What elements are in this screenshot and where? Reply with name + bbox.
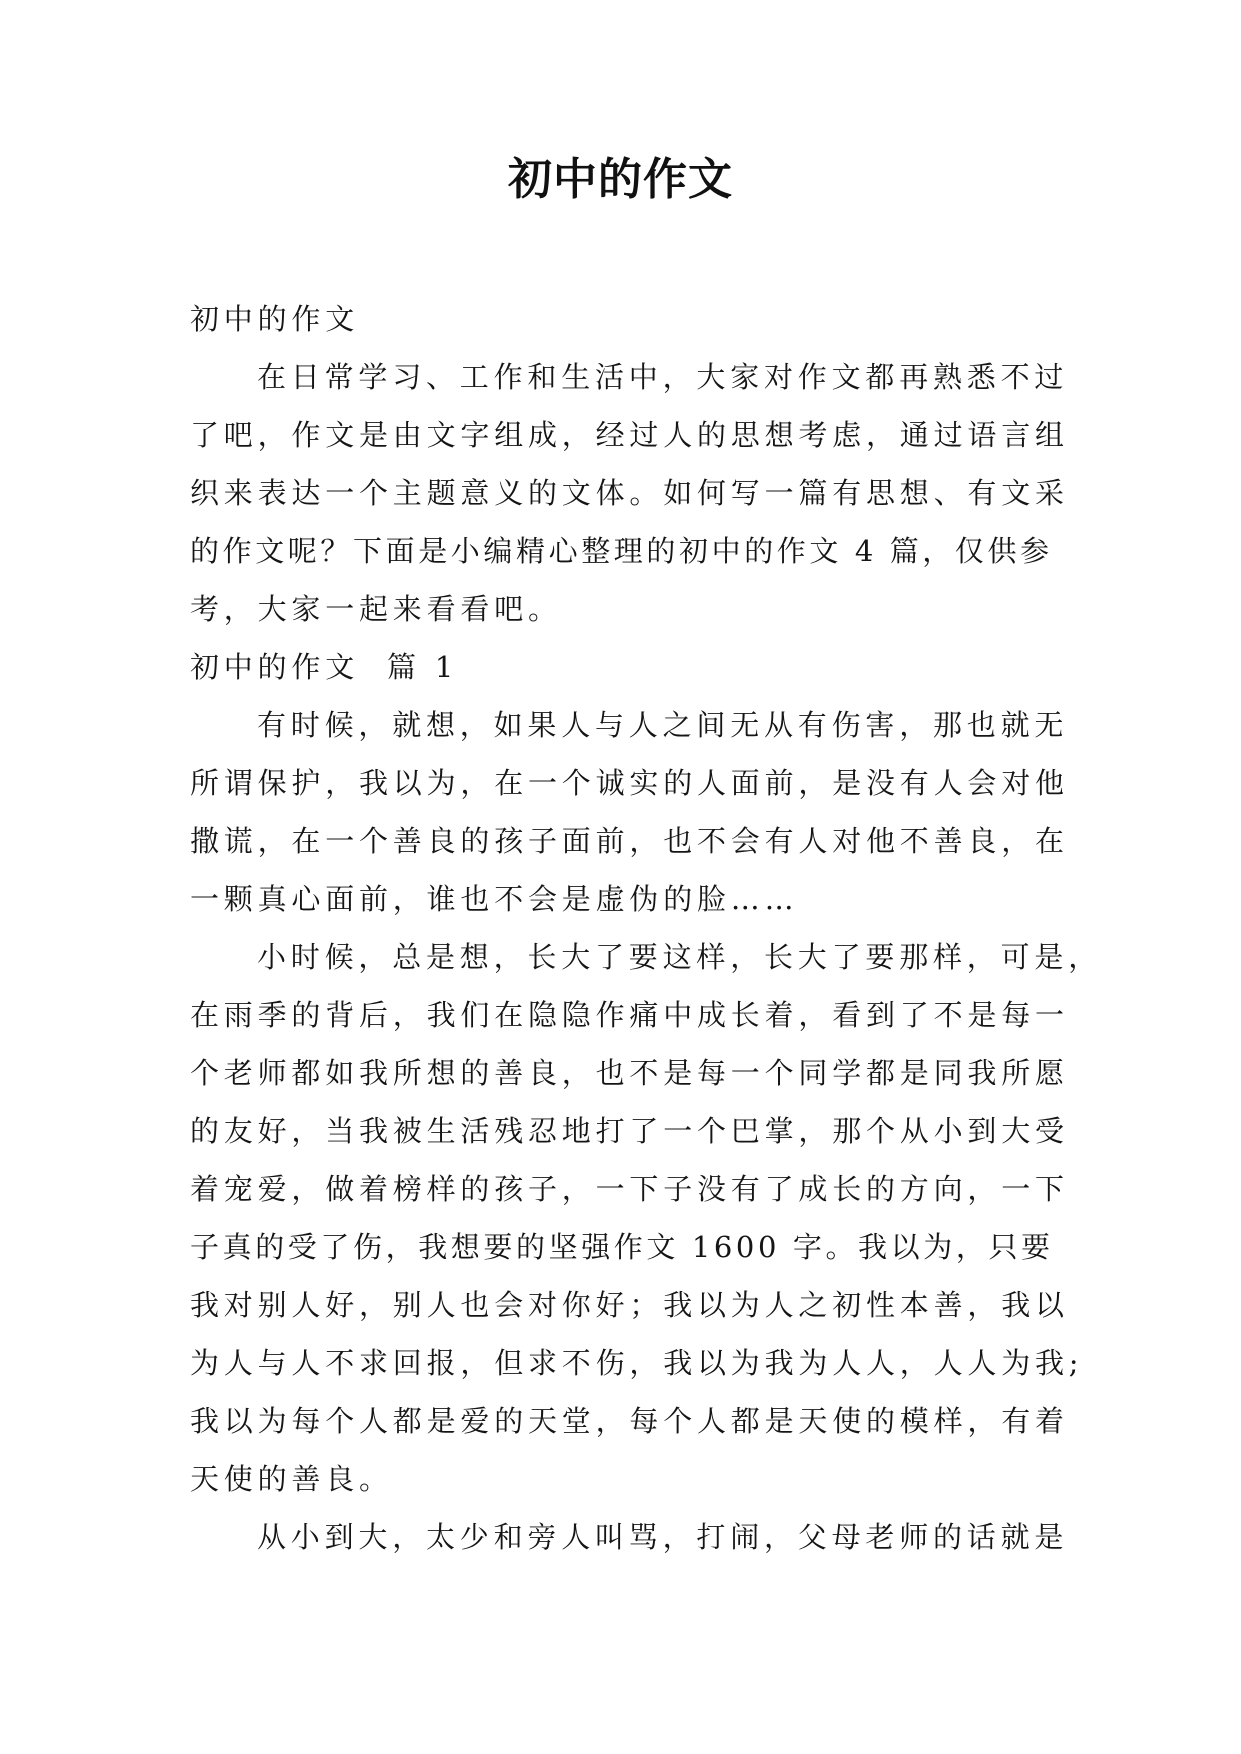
section-heading: 初中的作文 [190,302,360,336]
paragraph-line: 小时候，总是想，长大了要这样，长大了要那样，可是， [257,940,1103,974]
document-title: 初中的作文 [508,154,733,205]
document-body [190,290,1103,1566]
paragraph-line: 在雨季的背后，我们在隐隐作痛中成长着，看到了不是每一 [190,998,1069,1032]
paragraph-line: 我对别人好，别人也会对你好；我以为人之初性本善，我以 [190,1288,1069,1322]
paragraph-line: 在日常学习、工作和生活中，大家对作文都再熟悉不过 [257,360,1069,394]
paragraph-line: 考，大家一起来看看吧。 [190,592,562,626]
paragraph-line: 有时候，就想，如果人与人之间无从有伤害，那也就无 [257,708,1069,742]
paragraph-line: 个老师都如我所想的善良，也不是每一个同学都是同我所愿 [190,1056,1069,1090]
paragraph-line: 我以为每个人都是爱的天堂，每个人都是天使的模样，有着 [190,1404,1069,1438]
paragraph-line: 为人与人不求回报，但求不伤，我以为我为人人，人人为我; [190,1346,1084,1380]
paragraph-line: 的友好，当我被生活残忍地打了一个巴掌，那个从小到大受 [190,1114,1069,1148]
section-heading: 初中的作文 篇 1 [190,650,459,684]
paragraph-line: 从小到大，太少和旁人叫骂，打闹，父母老师的话就是 [257,1520,1069,1554]
paragraph-line: 了吧，作文是由文字组成，经过人的思想考虑，通过语言组 [190,418,1069,452]
paragraph-line: 所谓保护，我以为，在一个诚实的人面前，是没有人会对他 [190,766,1069,800]
paragraph-line: 着宠爱，做着榜样的孩子，一下子没有了成长的方向，一下 [190,1172,1069,1206]
paragraph-line: 子真的受了伤，我想要的坚强作文 1600 字。我以为，只要 [190,1230,1054,1264]
paragraph-line: 织来表达一个主题意义的文体。如何写一篇有思想、有文采 [190,476,1069,510]
paragraph-line: 的作文呢？下面是小编精心整理的初中的作文 4 篇，仅供参 [190,534,1053,568]
paragraph-line: 一颗真心面前，谁也不会是虚伪的脸…… [190,882,799,916]
paragraph-line: 撒谎，在一个善良的孩子面前，也不会有人对他不善良，在 [190,824,1069,858]
paragraph-line: 天使的善良。 [190,1462,393,1496]
